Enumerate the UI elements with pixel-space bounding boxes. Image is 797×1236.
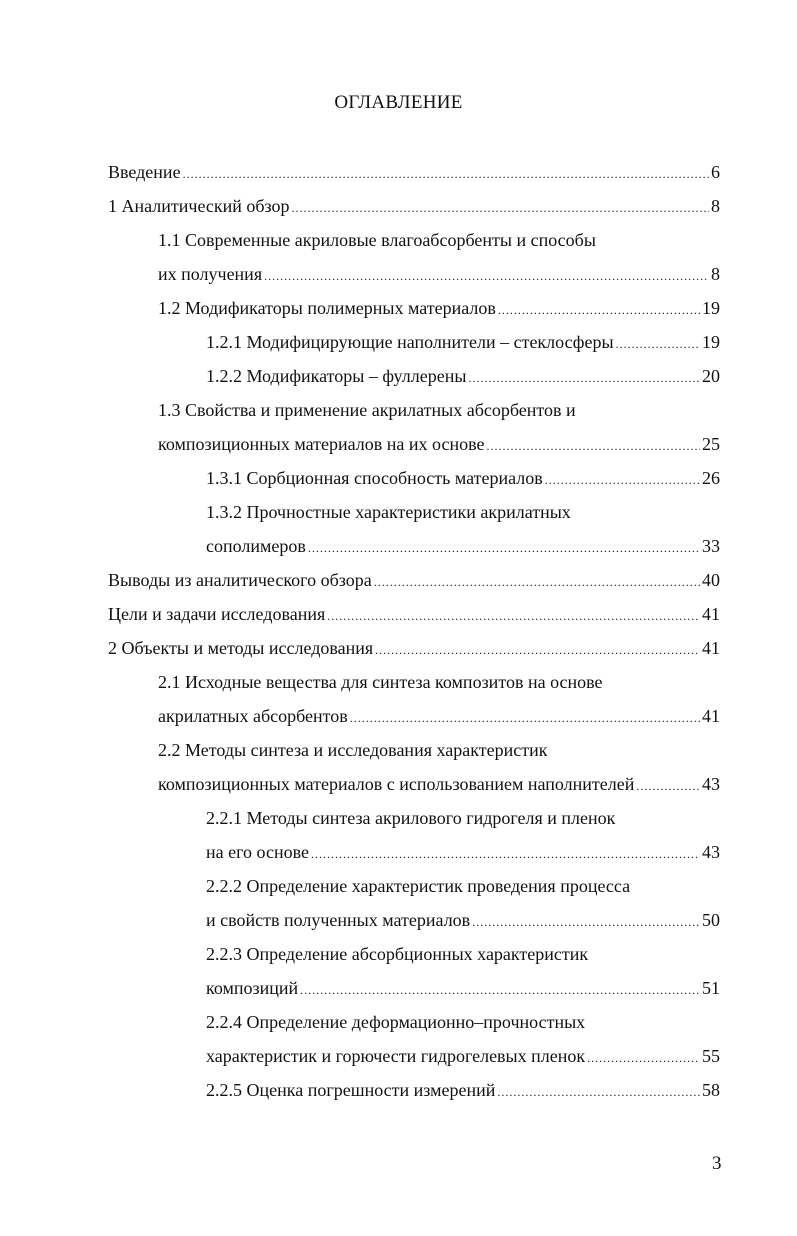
toc-entry-label: 1.3.1 Сорбционная способность материалов — [206, 468, 543, 488]
toc-entry-label: и свойств полученных материалов — [206, 910, 471, 930]
toc-entry-label: 2 Объекты и методы исследования — [108, 638, 374, 658]
toc-entry-label: композиционных материалов на их основе — [158, 434, 485, 454]
dot-leader — [375, 638, 700, 662]
toc-entry-page: 43 — [702, 842, 720, 862]
dot-leader — [292, 196, 709, 220]
toc-entry-page: 20 — [702, 366, 720, 386]
toc-entry-page: 6 — [711, 162, 720, 182]
dot-leader — [468, 366, 700, 390]
dot-leader — [487, 434, 701, 458]
toc-entry-label: акрилатных абсорбентов — [158, 706, 348, 726]
toc-entry-2-2-1[interactable] — [206, 840, 720, 866]
toc-entry-2-2-3[interactable] — [206, 976, 720, 1002]
toc-entry-page: 19 — [702, 298, 720, 318]
toc-entry-page: 41 — [702, 638, 720, 658]
dot-leader — [264, 264, 709, 288]
toc-entry-page: 51 — [702, 978, 720, 998]
toc-entry-page: 8 — [711, 196, 720, 216]
toc-entry-label: Цели и задачи исследования — [108, 604, 326, 624]
toc-entry-1-2-1[interactable] — [206, 330, 720, 356]
page-title: ОГЛАВЛЕНИЕ — [334, 92, 463, 113]
dot-leader — [183, 162, 709, 186]
dot-leader — [472, 910, 700, 934]
toc-entry-2-2-4-first-line[interactable]: 2.2.4 Определение деформационно–прочностных — [206, 1012, 586, 1032]
toc-entry-chapter-2[interactable] — [108, 636, 720, 662]
toc-entry-label: сополимеров — [206, 536, 306, 556]
toc-entry-introduction[interactable] — [108, 160, 720, 186]
toc-entry-1-1[interactable] — [158, 262, 720, 288]
toc-entry-label: 1.2 Модификаторы полимерных материалов — [158, 298, 496, 318]
toc-entry-label: 2.2.5 Оценка погрешности измерений — [206, 1080, 496, 1100]
dot-leader — [308, 536, 700, 560]
toc-entry-2-2-2[interactable] — [206, 908, 720, 934]
toc-entry-2-2-4[interactable] — [206, 1044, 720, 1070]
toc-entry-page: 43 — [702, 774, 720, 794]
toc-entry-1-3-2[interactable] — [206, 534, 720, 560]
toc-entry-page: 40 — [702, 570, 720, 590]
dot-leader — [300, 978, 700, 1002]
toc-entry-label: их получения — [158, 264, 263, 284]
dot-leader — [498, 298, 700, 322]
page-number: 3 — [712, 1153, 722, 1174]
toc-entry-label: характеристик и горючести гидрогелевых пленок — [206, 1046, 586, 1066]
dot-leader — [636, 774, 700, 798]
toc-entry-page: 50 — [702, 910, 720, 930]
dot-leader — [350, 706, 700, 730]
toc-entry-label: 1.2.1 Модифицирующие наполнители – стеклосферы — [206, 332, 614, 352]
dot-leader — [374, 570, 700, 594]
toc-entry-1-3-2-first-line[interactable]: 1.3.2 Прочностные характеристики акрилатных — [206, 502, 571, 522]
toc-entry-2-1[interactable] — [158, 704, 720, 730]
toc-entry-2-2-1-first-line[interactable]: 2.2.1 Методы синтеза акрилового гидрогеля и пленок — [206, 808, 616, 828]
toc-entry-1-2-2[interactable] — [206, 364, 720, 390]
toc-entry-label: композиций — [206, 978, 299, 998]
toc-entry-2-1-first-line[interactable]: 2.1 Исходные вещества для синтеза композитов на основе — [158, 672, 603, 692]
toc-entry-goals[interactable] — [108, 602, 720, 628]
toc-entry-2-2-first-line[interactable]: 2.2 Методы синтеза и исследования характеристик — [158, 740, 548, 760]
dot-leader — [327, 604, 700, 628]
toc-entry-label: 1 Аналитический обзор — [108, 196, 290, 216]
toc-entry-page: 33 — [702, 536, 720, 556]
toc-entry-2-2-5[interactable] — [206, 1078, 720, 1104]
toc-entry-page: 8 — [711, 264, 720, 284]
toc-entry-label: 1.2.2 Модификаторы – фуллерены — [206, 366, 467, 386]
dot-leader — [587, 1046, 700, 1070]
toc-entry-2-2[interactable] — [158, 772, 720, 798]
toc-entry-1-2[interactable] — [158, 296, 720, 322]
toc-entry-page: 58 — [702, 1080, 720, 1100]
toc-entry-2-2-2-first-line[interactable]: 2.2.2 Определение характеристик проведения процесса — [206, 876, 631, 896]
toc-entry-page: 55 — [702, 1046, 720, 1066]
toc-entry-page: 19 — [702, 332, 720, 352]
toc-entry-chapter-1[interactable] — [108, 194, 720, 220]
toc-entry-page: 25 — [702, 434, 720, 454]
toc-entry-1-3-first-line[interactable]: 1.3 Свойства и применение акрилатных абсорбентов и — [158, 400, 576, 420]
toc-entry-page: 41 — [702, 604, 720, 624]
toc-entry-label: композиционных материалов с использованием наполнителей — [158, 774, 635, 794]
dot-leader — [311, 842, 700, 866]
toc-entry-1-3[interactable] — [158, 432, 720, 458]
toc-entry-conclusions[interactable] — [108, 568, 720, 594]
dot-leader — [545, 468, 700, 492]
toc-entry-page: 26 — [702, 468, 720, 488]
dot-leader — [616, 332, 700, 356]
toc-entry-label: на его основе — [206, 842, 309, 862]
toc-entry-1-3-1[interactable] — [206, 466, 720, 492]
dot-leader — [497, 1080, 700, 1104]
toc-entry-1-1-first-line[interactable]: 1.1 Современные акриловые влагоабсорбенты и способы — [158, 230, 596, 250]
toc-entry-2-2-3-first-line[interactable]: 2.2.3 Определение абсорбционных характеристик — [206, 944, 589, 964]
toc-entry-page: 41 — [702, 706, 720, 726]
toc-entry-label: Введение — [108, 162, 181, 182]
toc-entry-label: Выводы из аналитического обзора — [108, 570, 372, 590]
